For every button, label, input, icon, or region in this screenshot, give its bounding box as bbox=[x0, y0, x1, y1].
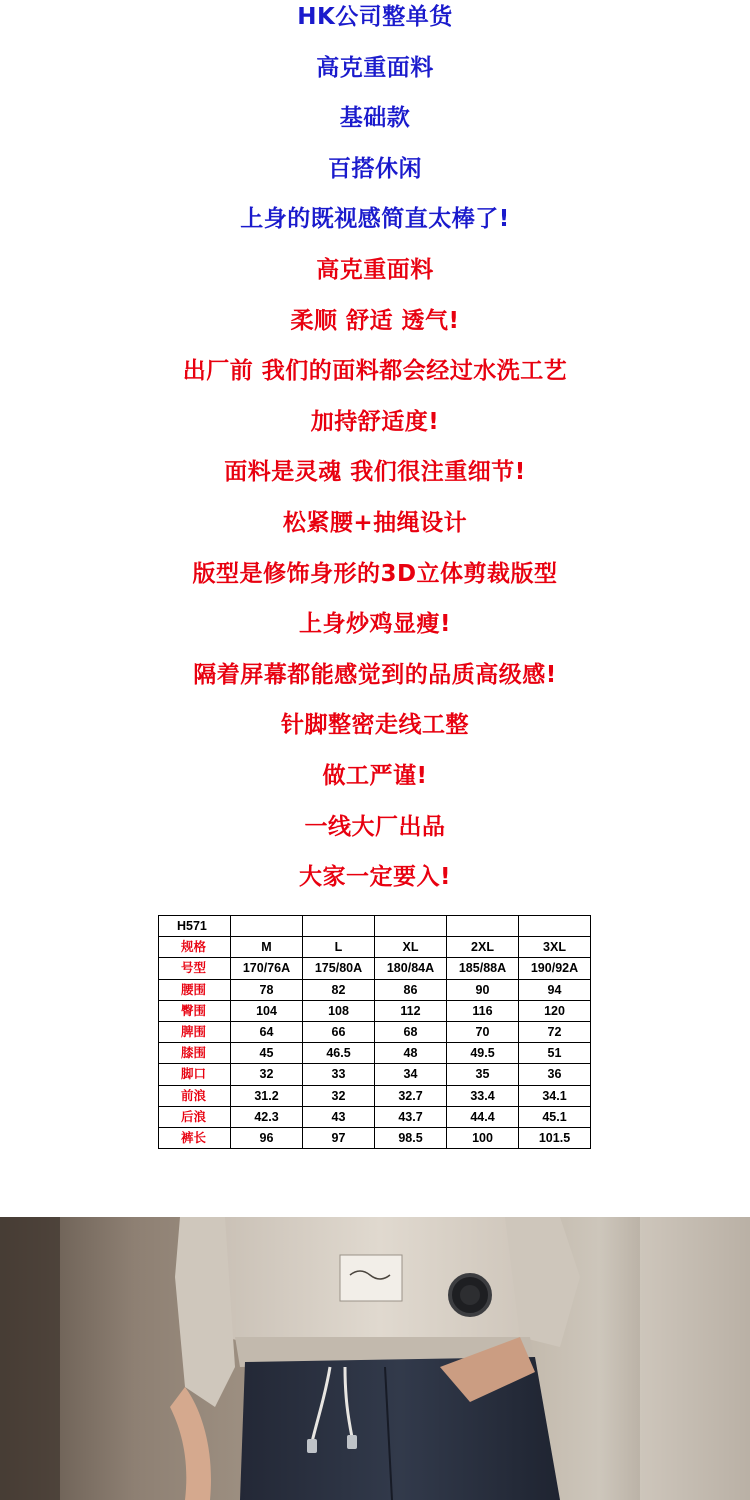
headline-line: 松紧腰+抽绳设计 bbox=[282, 510, 468, 536]
headline-line: HK公司整单货 bbox=[297, 4, 453, 30]
table-cell: 101.5 bbox=[519, 1127, 591, 1148]
table-row bbox=[159, 1021, 591, 1042]
table-cell: 36 bbox=[519, 1064, 591, 1085]
table-cell: 45.1 bbox=[519, 1106, 591, 1127]
table-cell: 44.4 bbox=[447, 1106, 519, 1127]
table-header-row bbox=[159, 937, 591, 958]
size-header-cell: 3XL bbox=[519, 937, 591, 958]
headline-line: 针脚整密走线工整 bbox=[281, 712, 469, 739]
table-cell: 51 bbox=[519, 1043, 591, 1064]
table-cell: 98.5 bbox=[375, 1127, 447, 1148]
row-label-cell: 前浪 bbox=[159, 1085, 231, 1106]
table-cell: 42.3 bbox=[231, 1106, 303, 1127]
table-cell: 112 bbox=[375, 1000, 447, 1021]
table-cell: 32 bbox=[303, 1085, 375, 1106]
row-label-cell: 脚口 bbox=[159, 1064, 231, 1085]
table-row bbox=[159, 1085, 591, 1106]
product-code-cell: H571 bbox=[159, 916, 231, 937]
size-header-cell: XL bbox=[375, 937, 447, 958]
table-cell: 35 bbox=[447, 1064, 519, 1085]
table-cell: 78 bbox=[231, 979, 303, 1000]
table-row bbox=[159, 958, 591, 979]
table-cell: 43 bbox=[303, 1106, 375, 1127]
chest-patch bbox=[340, 1255, 402, 1301]
headline-line: 柔顺 舒适 透气! bbox=[290, 307, 460, 334]
table-row bbox=[159, 1127, 591, 1148]
table-cell: 64 bbox=[231, 1021, 303, 1042]
product-photo bbox=[0, 1217, 750, 1500]
table-cell: 175/80A bbox=[303, 958, 375, 979]
table-cell: 31.2 bbox=[231, 1085, 303, 1106]
headline-line: 大家一定要入! bbox=[299, 864, 451, 891]
table-cell: 97 bbox=[303, 1127, 375, 1148]
table-cell: 170/76A bbox=[231, 958, 303, 979]
table-cell: 66 bbox=[303, 1021, 375, 1042]
table-cell: 33 bbox=[303, 1064, 375, 1085]
table-cell: 116 bbox=[447, 1000, 519, 1021]
table-cell: 108 bbox=[303, 1000, 375, 1021]
table-cell: 96 bbox=[231, 1127, 303, 1148]
table-cell: 33.4 bbox=[447, 1085, 519, 1106]
headline-line: 上身的既视感简直太棒了! bbox=[240, 206, 510, 233]
table-cell: 86 bbox=[375, 979, 447, 1000]
row-label-cell: 膝围 bbox=[159, 1043, 231, 1064]
table-row bbox=[159, 1106, 591, 1127]
empty-cell bbox=[375, 916, 447, 937]
headline-line: 百搭休闲 bbox=[328, 155, 422, 182]
headline-line: 版型是修饰身形的3D立体剪裁版型 bbox=[192, 560, 558, 587]
table-cell: 43.7 bbox=[375, 1106, 447, 1127]
headline-line: 出厂前 我们的面料都会经过水洗工艺 bbox=[182, 358, 568, 385]
empty-cell bbox=[519, 916, 591, 937]
row-label-cell: 后浪 bbox=[159, 1106, 231, 1127]
table-cell: 34 bbox=[375, 1064, 447, 1085]
table-row bbox=[159, 1043, 591, 1064]
table-cell: 185/88A bbox=[447, 958, 519, 979]
table-row bbox=[159, 916, 591, 937]
headline-line: 一线大厂出品 bbox=[304, 813, 446, 840]
empty-cell bbox=[447, 916, 519, 937]
table-row bbox=[159, 1000, 591, 1021]
table-row bbox=[159, 1064, 591, 1085]
size-header-cell: L bbox=[303, 937, 375, 958]
row-label-cell: 脾围 bbox=[159, 1021, 231, 1042]
headline-line: 隔着屏幕都能感觉到的品质高级感! bbox=[193, 661, 557, 688]
headline-line: 面料是灵魂 我们很注重细节! bbox=[224, 459, 526, 486]
table-cell: 34.1 bbox=[519, 1085, 591, 1106]
table-cell: 48 bbox=[375, 1043, 447, 1064]
model-photo-illustration bbox=[0, 1217, 750, 1500]
headline-line: 上身炒鸡显瘦! bbox=[299, 611, 451, 638]
size-header-cell: 2XL bbox=[447, 937, 519, 958]
headline-line: 加持舒适度! bbox=[310, 408, 440, 435]
table-cell: 49.5 bbox=[447, 1043, 519, 1064]
size-chart-table bbox=[158, 915, 591, 1149]
table-cell: 45 bbox=[231, 1043, 303, 1064]
headline-line: 高克重面料 bbox=[316, 257, 434, 283]
table-cell: 120 bbox=[519, 1000, 591, 1021]
table-cell: 190/92A bbox=[519, 958, 591, 979]
empty-cell bbox=[231, 916, 303, 937]
table-cell: 104 bbox=[231, 1000, 303, 1021]
row-label-cell: 号型 bbox=[159, 958, 231, 979]
headline-line: 做工严谨! bbox=[322, 763, 428, 789]
table-cell: 32.7 bbox=[375, 1085, 447, 1106]
table-cell: 180/84A bbox=[375, 958, 447, 979]
table-cell: 72 bbox=[519, 1021, 591, 1042]
table-row bbox=[159, 979, 591, 1000]
headline-line: 基础款 bbox=[339, 105, 411, 132]
table-cell: 100 bbox=[447, 1127, 519, 1148]
size-chart-body bbox=[159, 916, 591, 1149]
table-cell: 90 bbox=[447, 979, 519, 1000]
table-cell: 68 bbox=[375, 1021, 447, 1042]
table-cell: 46.5 bbox=[303, 1043, 375, 1064]
table-cell: 32 bbox=[231, 1064, 303, 1085]
size-header-cell: M bbox=[231, 937, 303, 958]
table-cell: 82 bbox=[303, 979, 375, 1000]
row-label-cell: 裤长 bbox=[159, 1127, 231, 1148]
row-label-cell: 腰围 bbox=[159, 979, 231, 1000]
row-label-cell: 规格 bbox=[159, 937, 231, 958]
headline-line: 高克重面料 bbox=[316, 54, 434, 81]
row-label-cell: 臀围 bbox=[159, 1000, 231, 1021]
table-cell: 70 bbox=[447, 1021, 519, 1042]
empty-cell bbox=[303, 916, 375, 937]
table-cell: 94 bbox=[519, 979, 591, 1000]
